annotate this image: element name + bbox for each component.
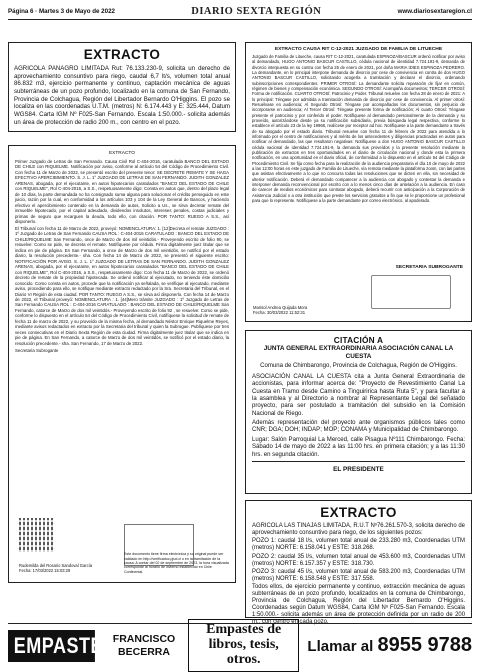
page-date: Página 6 · Martes 3 de Mayo de 2022 [8,7,115,15]
ad-owner-line: FRANCISCO [112,633,176,646]
signature-caption: Rudemilda del Rosario Sandoval García Fecha: 17/03/2022 15:03:29 [19,563,93,574]
notice-line: POZO 2: caudal 35 l/s, volumen total anual de 453.600 m3, Coordenadas UTM (metros) NORTE: 6.157.357 y ESTE: 318.730. [252,553,465,567]
ad-phone[interactable]: 8955 9788 [377,634,472,656]
citation-signer: EL PRESIDENTE [333,465,384,473]
notice-title: EXTRACTO [83,47,161,62]
ad-owner [108,633,180,657]
site-url[interactable]: www.diariosextaregion.cl [397,7,472,15]
page-header [8,4,472,18]
citation-location: Comuna de Chimbarongo, Provincia de Colchagua, Región de O'Higgins. [260,363,457,370]
citation-title: CITACIÓN A [333,335,384,345]
notice-line: Todos ellos, de ejercicio permanente y continuo, extracción mecánica de aguas subterráneas de un pozo profundo, localizados en la comuna de Chimbarongo, Provincia de Colchagua, Región del Libertador Bernardo O'Higgins. Coordenadas según Datum WGS84, Carta IGM Nº F025-San Fernando. Escala 1:50.000.- solicita además un área de protección definida por un radio de 200 m., con centro en cada pozo. [252,584,465,626]
notice-line: POZO 1: caudal 18 l/s, volumen total anual de 233.280 m3, Coordenadas UTM (metros) NORTE: 6.158.041 y ESTE: 318.268. [252,538,465,552]
citation-place: Lugar: Salón Parroquial La Merced, calle Pisagua Nº111 Chimbarongo. Fecha: Sábado 14 de mayo de 2022 a las 11:00 hrs. en primera citación; y a las 11:30 hrs. en segunda citación. [252,436,465,458]
ad-call-label: Llamar al [307,638,374,655]
qr-code-icon[interactable] [19,518,53,552]
citation-subtitle: JUNTA GENERAL EXTRAORDINARIA ASOCIACIÓN CANAL LA CUESTA [263,345,454,360]
ad-owner-line: BECERRA [118,645,170,658]
stamp-icon [371,275,451,309]
extracto-panagro [8,42,236,132]
ad-brand: EMPASTES [8,630,95,662]
notice-paragraph: Primer Juzgado de Letras de San Fernando. Causa Civil Rol C-404-2016, caratulada BANCO DEL ESTADO DE CHILE con RIQUELME. Notificación por aviso, conforme al artículo 54 del Código de Procedimiento Civil. Con fecha 11 de Marzo de 2022, se presentó escrito del presente tenor: SE DECRETE REMATE Y SE HAGA EFECTIVO APERCIBIMIENTO. S. J. L. 1° JUZGADO DE LETRAS DE SAN FERNANDO. JUDITH GONZALEZ ARENAS, abogada, por el ejecutante, en autos hipotecarios caratulados "BANCO DEL ESTADO DE CHILE con RIQUELME", Rol C-404-2016, a S.S., respetuosamente digo: Consta en autos que, dentro del plazo legal de 10 días, la parte demandada no ha consignado suma alguna para solucionar el crédito perseguido en este juicio, razón por la cual, en conformidad a los artículos 103 y 104 de la Ley General de Bancos, y haciendo efectivo el apercibimiento contenido en la demanda de autos, Solicito a Us., se sirva decretar remate del inmueble hipotecado, por el capital adeudado, dividendos insolutos, intereses penales, costas judiciales y primas de seguro que recarguen la deuda, todo ello, con citación. POR TANTO: RUEGO A S.S., así disponerlo. [15,159,229,225]
notice-tag: EXTRACTO [108,151,136,156]
notice-body [15,159,229,353]
notice-paragraph: El Tribunal con fecha 11 de Marzo de 2022, proveyó: NOMENCLATURA: 1. [12]Decreta el remate JUZGADO : 1º Juzgado de Letras de San Fernando CAUSA ROL : C-404-2016 CARATULADO : BANCO DEL ESTADO DE CHILE/RIQUELME San Fernando, once de Marzo de dos mil veintidós.- Proveyendo escrito de folio 90, se resuelve: Como se pide, se decreta el remate. Notifíquese por cédula. Firma digitalmente juez titular que se indica en pie de página. En San Fernando, a once de Marzo de dos mil veintidós, se notificó por el estado diario, la resolución precedente.- sha. Con fecha 14 de Marzo de 2022, se presentó el siguiente escrito: NOTIFICACIÓN POR AVISO. S. J. L. 1° JUZGADO DE LETRAS DE SAN FERNANDO. JUDITH GONZALEZ ARENAS, abogada, por el ejecutante, en autos hipotecarios caratulados "BANCO DEL ESTADO DE CHILE con RIQUELME", Rol C-404-2016, a S.S., respetuosamente digo: Con fecha 11 de Marzo de 2022, se ordenó decreto de remate de la propiedad hipotecada. Se ordenó notificar al ejecutado, no teniendo éste domicilio conocido. Como consta en autos, procede que la notificación ya señalada, se verifique al ejecutado, mediante aviso, procediendo para ello, se notifique mediante extracto redactado por la Sra. Secretaria del Tribunal, en el Diario VI Región de esta ciudad. POR TANTO: RUEGO A S.S., se sirva así disponerlo. Con fecha 14 de Marzo de 2022, el Tribunal proveyó: NOMENCLATURA : 1. [44]Mero trámite JUZGADO : 1º Juzgado de Letras de San Fernando CAUSA ROL : C-404-2016 CARATULADO : BANCO DEL ESTADO DE CHILE/RIQUELME San Fernando, catorce de Marzo de dos mil veintidós.- Proveyendo escrito de folio 92 , se resuelve: Como se pide, conforme lo dispuesto en el artículo 54 del Código de Procedimiento Civil, notifíquese la solicitud de remate de fecha 11 de marzo de 2022, y su proveído de la misma fecha, al demandado Néstor Enrique Riquelme Reyes, mediante avisos redactados en extracto por la Secretaria del tribunal y quien la Subrogue. Publíquese por tres veces consecutivas en el Diario Sexta Región de esta ciudad. Firma digitalmente juez titular que se indica en pie de página. En San Fernando, a catorce de Marzo de dos mil veintidós, se notificó por el estado diario, la resolución precedente.- sha. San Fernando, 17 de Marzo de 2022. [15,225,229,346]
notice-body [252,523,465,626]
notice-paragraph: Secretaria Subrogante [15,347,59,353]
notice-juzgado-litueche [245,42,472,322]
citation-paragraph: ASOCIACIÓN CANAL LA CUESTA cita a Junta General Extraordinaria de accionistas, para informar acerca de: "Proyecto de Revestimiento Canal La Cuesta en Tramo desde Camino a Tinguiririca hasta Ruta 5", y para facultar a la asamblea y al Directorio a nombrar al Representante Legal del señalado proyecto, para ser postulado a tramitación del subsidio en la Comisión Nacional de Riego. [252,373,465,417]
notice-title: EXTRACTO [320,505,397,520]
secretary-label: SECRETARIA SUBROGANTE [395,265,463,270]
citacion-canal-la-cuesta [245,330,472,494]
citation-attendance: Además representación del proyecto ante organismos públicos tales como CNR; DGA; DOH; INDAP; MOP; CONAMA y Municipalidad de Chimbarongo. [252,420,465,434]
notice-line: POZO 3: caudal 45 l/s, volumen total anual de 583.200 m3, Coordenadas UTM (metros) NORTE: 6.158.548 y ESTE: 317.558. [252,568,465,582]
header-rule [8,19,472,20]
masthead: DIARIO SEXTA REGIÓN [191,5,322,17]
verification-note: Este documento tiene firma electrónica y su original puede ser validado en http://verificadoc.pjud.cl o en la tramitación de la causa. A contar del 02 de septiembre de 2023, la hora visualizada corresponde al horario de invierno establecido en Chile Continental. [124,552,229,574]
advertisement-empastes[interactable] [8,622,472,667]
extracto-las-tinajas [245,500,472,626]
signature-caption: Marisol Andrea Quijada Mora Fecha: 30/03/2022 11:52:31 [253,304,308,315]
signature-rule [252,461,465,462]
ad-slogan: Empastes de libros, tesis, otros. [188,619,299,671]
notice-text: AGRICOLA PANAGRO LIMITADA Rut: 76.133.230-9, solicita un derecho de aprovechamiento consuntivo para riego, caudal 6,7 lt/s, volumen total anual 86.832 m3, ejercicio permanente y continuo, captación mecánica de aguas subterráneas de un pozo profundo, localizado en la comuna de San Fernando, Provincia de Colchagua, Región del Libertador Bernardo O'Higgins. El pozo se localiza en las coordenadas U.T.M. (metros) N: 6.174.443 y E: 325.444, Datum WGS84. Carta IGM Nº F025-San Fernando. Escala 1:50.000.- solicita además un área de protección de radio 200 m., con centro en el pozo. [14,65,230,126]
notice-banco-estado [8,145,236,583]
notice-heading: EXTRACTO CAUSA RIT C-12-2021 JUZGADO DE FAMILIA DE LITUECHE [274,47,443,52]
notice-line: AGRICOLA LAS TINAJAS LIMITADA, R.U.T Nº76.261.570-3, solicita derecho de aprovechamiento consuntivo para riego, de los siguientes pozos: [252,523,465,537]
notice-text: Juzgado de Familia de Litueche, causa RIT C-12-2021, caratulada ESPINOZA/BASCUR ordenó notificar por aviso al demandado, HUGO ANTONIO BASCUR CASTILLO, cédula nacional de identidad 7.724.191-9, demanda de divorcio interpuesta en su contra con fecha 25 de enero de 2021, por doña MARIA IDIES ESPINOZA PEDRERO. La demandante, en lo principal interpone demanda de divorcio por cese de convivencia en contra de don HUGO ANTONIO BASCUR CASTILLO, solicitando acogerla a tramitación y declarar el divorcio, ordenando subinscripciones correspondientes. PRIMER OTROSÍ: La demandante solicita reparación de fijar en común, régimen de bienes y compensación económica. SEGUNDO OTROSÍ: Acompaña documentos; TERCER OTROSÍ: Forma de notificación. CUARTO OTROSÍ: Patrocinio y Poder. Tribunal resuelve con fecha 28 de enero de 2021: A lo principal: Téngase por admitida a tramitación demanda de divorcio por cese de convivencia. Al primer otrosí: Resuélvase en audiencia; Al Segundo Otrosí: Téngase por acompañados los documentos, sin perjuicio de incorporarse en audiencia; Al Tercer Otrosí: Téngase presente forma de notificación; Al cuarto Otrosí: Téngase presente el patrocinio y por conferido el poder. Notifíquese al demandado personalmente de la demanda y su proveído, autorizándose desde ya su notificación subsidiaria, previa búsqueda legal respectiva, conforme lo establece el artículo 23 de la ley 19968, realícese por receptor ad hoc. Notifíquese a la parte demandante a través de su abogado por el estado diario. Tribunal resuelve con fecha 11 de febrero de 2022 para atendida a lo informado por el centro de notificaciones y al mérito de los antecedentes y diligencias practicadas en autos para notificar al demandado, las que resultaron negativas: Notifíquese a don HUGO ANTONIO BASCUR CASTILLO cédula nacional de identidad 7.724.191-9, la demanda sus proveídos y la presente resolución mediante la publicación de extractos en tres oportunidades en el diario de circulación nacional y donde esta la primera notificación, en una oportunidad en el diario oficial, de conformidad a lo dispuesto en el artículo 54 del Código de Procedimiento Civil. Se fija como fecha para la realización de la audiencia preparatoria el día 10 de mayo de 2022 a las 12:00 horas en este juzgado de Familia de Litueche, vía remota mediante la plataforma zoom, con las partes que asistan efectivamente a lo que no concurra todas las resoluciones que se dicten en ella, sin necesidad de ulterior notificación. Deberá el demandado comparecer a la audiencia con abogado y contestar la demanda e interponer demanda reconvencional por escrito con a lo menos cinco días de antelación a la audiencia. En caso de carecer de medios económicos para contratar abogado, deberá recurrir con anticipación a la Corporación de Asistencia Judicial o a otra institución que preste los servicios gratuitos a fin que se le proporcione un profesional para que lo represente. Notifíquese a la parte demandante por correo electrónico, al apoderado. [252,54,465,203]
ad-call [307,634,472,657]
